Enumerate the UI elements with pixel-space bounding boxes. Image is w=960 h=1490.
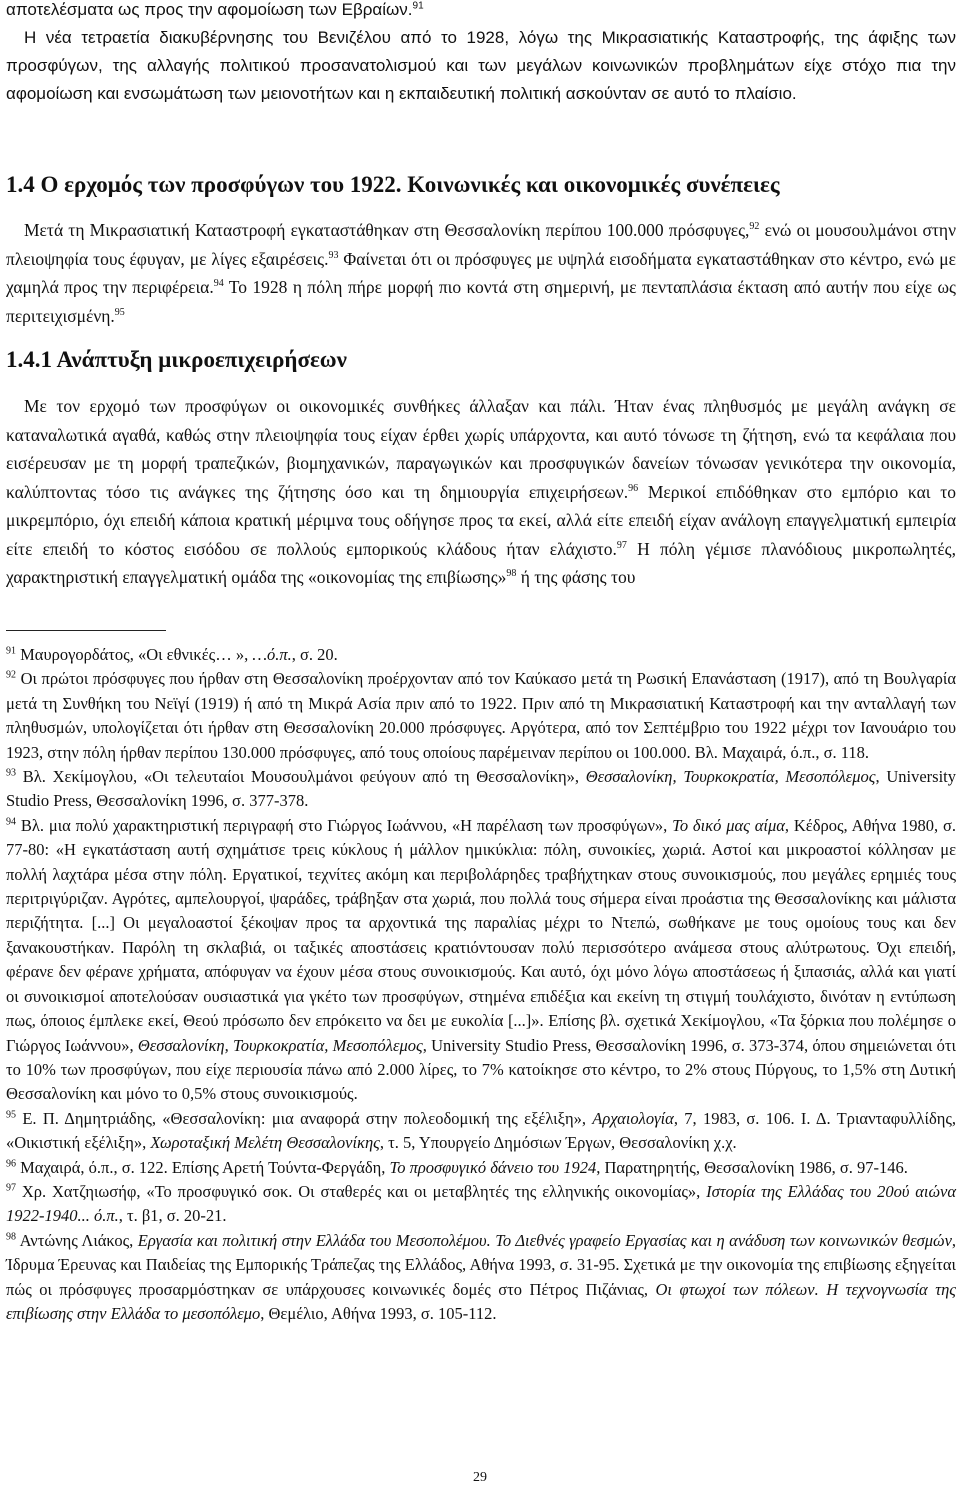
- footnote-94: $^{94}$ Βλ. μια πολύ χαρακτηριστική περιγραφή στο Γιώργος Ιωάννου, «Η παρέλαση των προσφύγων», Το δικό μας αίμα, Κέδρος, Αθήνα 1980, σ. 77-80: «Η εγκατάσταση αυτή σχημάτισε τρεις κύκλους ή μάλλον ημικύκλια: πόλη, συνοικίες, χωριά. Αστοί και μικροαστοί κόλλησαν με πολλή λαχτάρα μέσα στην πόλη. Εργατικοί, τεχνίτες ακόμη και περιβολάρηδες τραβήχτηκαν στους συνοικισμούς, που μεγάλες ερημιές τους περιτριγύριζαν. Αγρότες, αμπελουργοί, ψαράδες, τράβηξαν στα χωριά, που πολλά τους σήμερα είναι προάστια της Θεσσαλονίκης και μάλιστα περιζήτητα. [...] Οι μεγαλοαστοί ξέκοψαν προς τα αρχοντικά της παραλίας μέχρι το Ντεπώ, σωθήκανε με τους ομοίους τους και δεν ξανακουστήκαν. Παρόλη τη σκλαβιά, οι ταξικές αποστάσεις κρατιόντουσαν πολύ περισσότερο ανάμεσα στους αλύτρωτους. Όχι επειδή, φέρανε δεν φέρανε χρήματα, απόφυγαν να έχουν μέσα στους συνοικισμούς. Και αυτό, όχι μόνο λόγω αποστάσεως ή ξιπασιάς, αλλά και γιατί οι συνοικισμοί αποτελούσαν ουσιαστικά για γκέτο των προσφύγων, στημένα επιδέξια και εκείνη τη στιγμή τουλάχιστο, δινόταν η εντύπωση πως, όποιος έμπλεκε εκεί, Θεού πρόσωπο δεν επρόκειτο να δει με ευκολία [...]». Επίσης βλ. σχετικά Χεκίμογλου, «Τα ξόρκια που πολέμησε ο Γιώργος Ιωάννου», Θεσσαλονίκη, Τουρκοκρατία, Μεσοπόλεμος, University Studio Press, Θεσσαλονίκη 1996, σ. 373-374, όπου σημειώνεται ότι το 10% των προσφύγων, που είχε περιουσία πάνω από 2.000 λίρες, το 7% κατοίκησε στο κέντρο, το 2% στους Πύργους, το 1,5% στη Δυτική Θεσσαλονίκη και μόνο το 0,5% στους συνοικισμούς.: [6, 815, 956, 1104]
- footnotes-block: [6, 643, 956, 1326]
- footnote-98: $^{98}$ Αντώνης Λιάκος, Εργασία και πολιτική στην Ελλάδα του Μεσοπολέμου. Το Διεθνές γραφείο Εργασίας και η ανάδυση των κοινωνικών θεσμών, Ίδρυμα Έρευνας και Παιδείας της Εμπορικής Τράπεζας της Ελλάδος, Αθήνα 1993, σ. 31-95. Σχετικά με την οικονομία της επιβίωσης εξηγείται πώς οι πρόσφυγες προσαρμόστηκαν σε υπάρχουσες κοινωνικές δομές στο Πέτρος Πιζάνιας, Οι φτωχοί των πόλεων. Η τεχνογνωσία της επιβίωσης στην Ελλάδα το μεσοπόλεμο, Θεμέλιο, Αθήνα 1993, σ. 105-112.: [6, 1230, 957, 1323]
- footnote-ref-98: 98: [506, 568, 517, 580]
- footnote-92: $^{92}$ Οι πρώτοι πρόσφυγες που ήρθαν στη Θεσσαλονίκη προέρχονταν από τον Καύκασο μετά τη Ρωσική Επανάσταση (1917), από τη Βουλγαρία μετά τη Συνθήκη του Νεϊγί (1919) ή από τη Μικρά Ασία πριν από το 1922. Πριν από τη Μικρασιατική Καταστροφή και την ανταλλαγή των πληθυσμών, υπολογίζεται ότι ήρθαν στη Θεσσαλονίκη 20.000 πρόσφυγες. Αργότερα, από τον Σεπτέμβριο του 1922 μέχρι τον Ιανουάριο του 1923, στην πόλη ήρθαν περίπου 130.000 πρόσφυγες, από τους οποίους παρέμειναν περίπου οι 100.000. Βλ. Μαχαιρά, ό.π., σ. 118.: [6, 669, 957, 762]
- footnote-separator: [6, 630, 166, 631]
- footnote-95: $^{95}$ Ε. Π. Δημητριάδης, «Θεσσαλονίκη: μια αναφορά στην πολεοδομική της εξέλιξη», Αρχαιολογία, 7, 1983, σ. 106. Ι. Δ. Τριανταφυλλίδης, «Οικιστική εξέλιξη», Χωροταξική Μελέτη Θεσσαλονίκης, τ. 5, Υπουργείο Δημόσιων Έργων, Θεσσαλονίκη χ.χ.: [6, 1108, 957, 1153]
- intro-paragraph: Η νέα τετραετία διακυβέρνησης του Βενιζέλου από το 1928, λόγω της Μικρασιατικής Καταστροφής, της άφιξης των προσφύγων, της αλλαγής πολιτικού προσανατολισμού και των μεγάλων κοινωνικών προβλημάτων είχε στόχο πια την αφομοίωση και ενσωμάτωση των μειονοτήτων και η εκπαιδευτική πολιτική ασκούνταν σε αυτό το πλαίσιο.: [6, 28, 956, 103]
- section-1-4-paragraph: Μετά τη Μικρασιατική Καταστροφή εγκαταστάθηκαν στη Θεσσαλονίκη περίπου 100.000 πρόσφυγες,$^{92}$ ενώ οι μουσουλμάνοι στην πλειοψηφία τους έφυγαν, με λίγες εξαιρέσεις.$^{93}$ Φαίνεται ότι οι πρόσφυγες με υψηλά εισοδήματα εγκαταστάθηκαν στο κέντρο, ενώ με χαμηλά προς την περιφέρεια.$^{94}$ Το 1928 η πόλη πήρε μορφή πιο κοντά στη σημερινή, με πενταπλάσια έκταση από αυτήν που είχε ως περιτειχισμένη.$^{95}$: [6, 220, 956, 326]
- section-heading-1-4: 1.4 Ο ερχομός των προσφύγων του 1922. Κοινωνικές και οικονομικές συνέπειες: [6, 172, 780, 197]
- section-1-4-1-paragraph: Με τον ερχομό των προσφύγων οι οικονομικές συνθήκες άλλαξαν και πάλι. Ήταν ένας πληθυσμός με μεγάλη ανάγκη σε καταναλωτικά αγαθά, καθώς στην πλειοψηφία τους είχαν έρθει χωρίς υπάρχοντα, και αυτό τόνωσε τη ζήτηση, ενώ τα κεφάλαια που εισέρευσαν με τη μορφή τραπεζικών, βιομηχανικών, παραγωγικών και προσφυγικών δανείων τόνωσαν γενικότερα την οικονομία, καλύπτοντας τόσο τις ανάγκες της ζήτησης όσο και τη δημιουργία επιχειρήσεων.$^{96}$ Μερικοί επιδόθηκαν στο εμπόριο και το μικρεμπόριο, όχι επειδή κάποια κρατική μέριμνα τους οδήγησε προς τα εκεί, αλλά είτε επειδή είχαν ανάλογη επαγγελματική εμπειρία είτε επειδή το κόστος εισόδου σε πολλούς εμπορικούς κλάδους ήταν ελάχιστο.$^{97}$ Η πόλη γέμισε πλανόδιους μικροπωλητές, χαρακτηριστική επαγγελματική ομάδα της «οικονομίας της επιβίωσης»$^{98}$ ή της φάσης του: [6, 396, 956, 587]
- footnote-ref-97: 97: [616, 539, 627, 551]
- footnote-93: $^{93}$ Βλ. Χεκίμογλου, «Οι τελευταίοι Μουσουλμάνοι φεύγουν από τη Θεσσαλονίκη», Θεσσαλονίκη, Τουρκοκρατία, Μεσοπόλεμος, University Studio Press, Θεσσαλονίκη 1996, σ. 377-378.: [6, 767, 956, 811]
- footnote-91: $^{91}$ Μαυρογορδάτος, «Οι εθνικές… », …ό.π., σ. 20.: [6, 645, 338, 664]
- footnote-ref-94: 94: [213, 278, 224, 290]
- footnote-ref-91: 91: [412, 0, 424, 12]
- footnote-97: $^{97}$ Χρ. Χατζηιωσήφ, «Το προσφυγικό σοκ. Οι σταθερές και οι μεταβλητές της ελληνικής οικονομίας», Ιστορία της Ελλάδας του 20ού αιώνα 1922-1940... ό.π., τ. β1, σ. 20-21.: [6, 1181, 957, 1226]
- footnote-ref-96: 96: [628, 482, 639, 494]
- intro-block: [6, 0, 956, 108]
- intro-first-line: αποτελέσματα ως προς την αφομοίωση των Εβραίων.$^{91}$: [6, 0, 424, 19]
- footnote-ref-95: 95: [114, 306, 125, 318]
- section-heading-1-4-1: 1.4.1 Ανάπτυξη μικροεπιχειρήσεων: [6, 347, 347, 372]
- page-number: 29: [473, 1470, 487, 1485]
- footnote-ref-93: 93: [328, 249, 339, 261]
- footnote-ref-92: 92: [749, 221, 760, 233]
- footnote-96: $^{96}$ Μαχαιρά, ό.π., σ. 122. Επίσης Αρετή Τούντα-Φεργάδη, Το προσφυγικό δάνειο του 1924, Παρατηρητής, Θεσσαλονίκη 1986, σ. 97-146.: [6, 1157, 908, 1177]
